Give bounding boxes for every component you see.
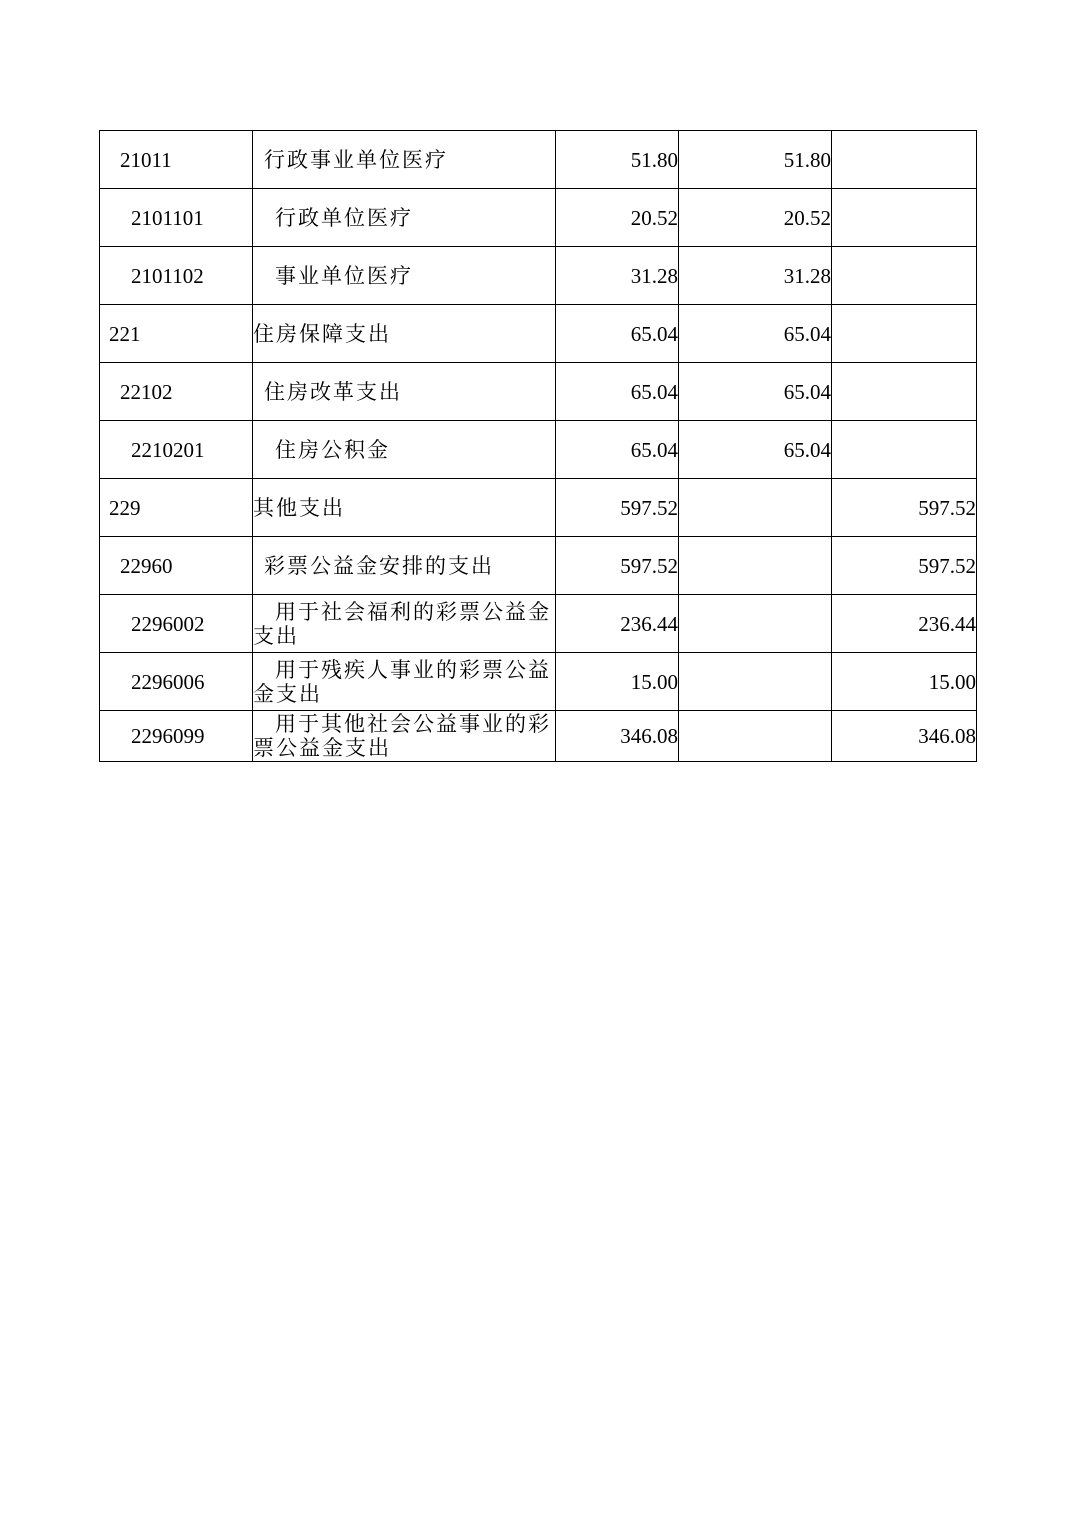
expenditure-table: [99, 130, 977, 762]
subject-code: 2296099: [100, 711, 253, 762]
total-amount: 65.04: [556, 421, 679, 479]
table-row: [100, 189, 977, 247]
total-amount: 20.52: [556, 189, 679, 247]
basic-amount: 65.04: [679, 421, 832, 479]
basic-amount: [679, 595, 832, 653]
basic-amount: 20.52: [679, 189, 832, 247]
total-amount: 597.52: [556, 479, 679, 537]
subject-name: 住房保障支出: [253, 305, 556, 363]
basic-amount: 65.04: [679, 305, 832, 363]
subject-name: 用于社会福利的彩票公益金支出: [253, 595, 556, 653]
subject-code: 2210201: [100, 421, 253, 479]
total-amount: 346.08: [556, 711, 679, 762]
project-amount: [832, 131, 977, 189]
project-amount: [832, 247, 977, 305]
total-amount: 31.28: [556, 247, 679, 305]
basic-amount: 65.04: [679, 363, 832, 421]
subject-name: 行政事业单位医疗: [253, 131, 556, 189]
subject-name: 彩票公益金安排的支出: [253, 537, 556, 595]
total-amount: 15.00: [556, 653, 679, 711]
basic-amount: 31.28: [679, 247, 832, 305]
subject-code: 229: [100, 479, 253, 537]
total-amount: 51.80: [556, 131, 679, 189]
project-amount: [832, 421, 977, 479]
subject-code: 2296002: [100, 595, 253, 653]
project-amount: 597.52: [832, 537, 977, 595]
project-amount: [832, 363, 977, 421]
subject-name: 住房公积金: [253, 421, 556, 479]
total-amount: 597.52: [556, 537, 679, 595]
subject-code: 21011: [100, 131, 253, 189]
basic-amount: [679, 479, 832, 537]
project-amount: 15.00: [832, 653, 977, 711]
subject-code: 221: [100, 305, 253, 363]
table-row: [100, 537, 977, 595]
subject-code: 2296006: [100, 653, 253, 711]
total-amount: 65.04: [556, 363, 679, 421]
subject-code: 22102: [100, 363, 253, 421]
project-amount: [832, 305, 977, 363]
basic-amount: 51.80: [679, 131, 832, 189]
table-row: [100, 305, 977, 363]
table-row: [100, 653, 977, 711]
subject-name: 住房改革支出: [253, 363, 556, 421]
project-amount: 346.08: [832, 711, 977, 762]
subject-code: 2101102: [100, 247, 253, 305]
table-row: [100, 421, 977, 479]
table-row: [100, 247, 977, 305]
table-row: [100, 131, 977, 189]
basic-amount: [679, 537, 832, 595]
table-row: [100, 595, 977, 653]
project-amount: 236.44: [832, 595, 977, 653]
subject-name: 事业单位医疗: [253, 247, 556, 305]
subject-name: 用于残疾人事业的彩票公益金支出: [253, 653, 556, 711]
subject-code: 2101101: [100, 189, 253, 247]
project-amount: 597.52: [832, 479, 977, 537]
total-amount: 65.04: [556, 305, 679, 363]
subject-name: 用于其他社会公益事业的彩票公益金支出: [253, 711, 556, 762]
table-row: [100, 363, 977, 421]
table-row: [100, 711, 977, 762]
total-amount: 236.44: [556, 595, 679, 653]
basic-amount: [679, 711, 832, 762]
subject-name: 其他支出: [253, 479, 556, 537]
subject-code: 22960: [100, 537, 253, 595]
table-row: [100, 479, 977, 537]
subject-name: 行政单位医疗: [253, 189, 556, 247]
project-amount: [832, 189, 977, 247]
basic-amount: [679, 653, 832, 711]
